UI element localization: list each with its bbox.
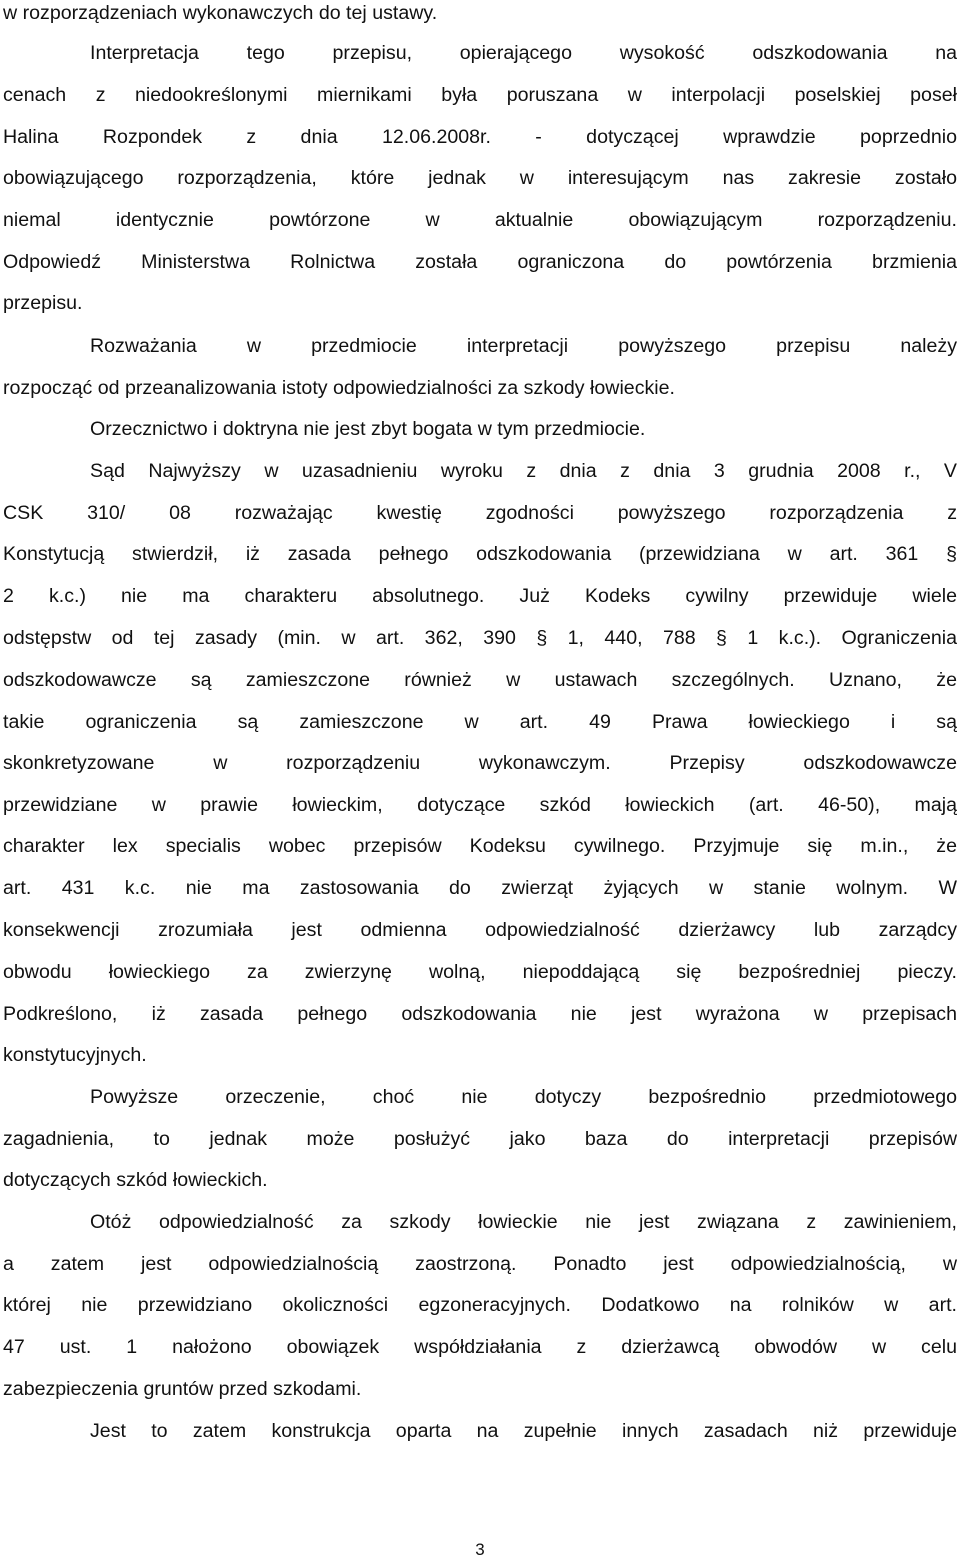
text-line: przepisu. — [3, 292, 83, 314]
text-line: dotyczących szkód łowieckich. — [3, 1169, 268, 1191]
text-line: zagadnienia, to jednak może posłużyć jako baza do interpretacji przepisów — [3, 1128, 957, 1150]
text-line: takie ograniczenia są zamieszczone w art. 49 Prawa łowieckiego i są — [3, 711, 957, 733]
text-line: zabezpieczenia gruntów przed szkodami. — [3, 1378, 362, 1400]
text-line: Sąd Najwyższy w uzasadnieniu wyroku z dnia z dnia 3 grudnia 2008 r., V — [90, 460, 957, 482]
text-line: Rozważania w przedmiocie interpretacji powyższego przepisu należy — [90, 335, 957, 357]
text-line: Podkreślono, iż zasada pełnego odszkodowania nie jest wyrażona w przepisach — [3, 1003, 957, 1025]
text-line: której nie przewidziano okoliczności egzoneracyjnych. Dodatkowo na rolników w art. — [3, 1294, 957, 1316]
text-line: przewidziane w prawie łowieckim, dotyczące szkód łowieckich (art. 46-50), mają — [3, 794, 957, 816]
text-line: Otóż odpowiedzialność za szkody łowieckie nie jest związana z zawinieniem, — [90, 1211, 957, 1233]
text-line: Orzecznictwo i doktryna nie jest zbyt bogata w tym przedmiocie. — [90, 418, 646, 440]
text-line: niemal identycznie powtórzone w aktualnie obowiązującym rozporządzeniu. — [3, 209, 957, 231]
text-line: Powyższe orzeczenie, choć nie dotyczy bezpośrednio przedmiotowego — [90, 1086, 957, 1108]
text-line: Halina Rozpondek z dnia 12.06.2008r. - dotyczącej wprawdzie poprzednio — [3, 126, 957, 148]
text-line: CSK 310/ 08 rozważając kwestię zgodności powyższego rozporządzenia z — [3, 502, 957, 524]
page-number: 3 — [475, 1540, 485, 1559]
text-line: 47 ust. 1 nałożono obowiązek współdziałania z dzierżawcą obwodów w celu — [3, 1336, 957, 1358]
text-line: Konstytucją stwierdził, iż zasada pełnego odszkodowania (przewidziana w art. 361 § — [3, 543, 957, 565]
text-line: Odpowiedź Ministerstwa Rolnictwa została ograniczona do powtórzenia brzmienia — [3, 251, 957, 273]
text-line: konstytucyjnych. — [3, 1044, 147, 1066]
text-line: cenach z niedookreślonymi miernikami była poruszana w interpolacji poselskiej poseł — [3, 84, 957, 106]
text-line: obwodu łowieckiego za zwierzynę wolną, niepoddającą się bezpośredniej pieczy. — [3, 961, 957, 983]
text-line: Interpretacja tego przepisu, opierającego wysokość odszkodowania na — [90, 42, 957, 64]
text-line: a zatem jest odpowiedzialnością zaostrzoną. Ponadto jest odpowiedzialnością, w — [3, 1253, 957, 1275]
text-line: charakter lex specialis wobec przepisów Kodeksu cywilnego. Przyjmuje się m.in., że — [3, 835, 957, 857]
text-line: obowiązującego rozporządzenia, które jednak w interesującym nas zakresie zostało — [3, 167, 957, 189]
text-line: odstępstw od tej zasady (min. w art. 362, 390 § 1, 440, 788 § 1 k.c.). Ograniczenia — [3, 627, 957, 649]
text-line: art. 431 k.c. nie ma zastosowania do zwierząt żyjących w stanie wolnym. W — [3, 877, 957, 899]
text-line: rozpocząć od przeanalizowania istoty odpowiedzialności za szkody łowieckie. — [3, 377, 675, 399]
text-line: odszkodowawcze są zamieszczone również w ustawach szczególnych. Uznano, że — [3, 669, 957, 691]
text-line: konsekwencji zrozumiała jest odmienna odpowiedzialność dzierżawcy lub zarządcy — [3, 919, 957, 941]
text-line: Jest to zatem konstrukcja oparta na zupełnie innych zasadach niż przewiduje — [90, 1420, 957, 1442]
text-line: 2 k.c.) nie ma charakteru absolutnego. Już Kodeks cywilny przewiduje wiele — [3, 585, 957, 607]
text-line: w rozporządzeniach wykonawczych do tej ustawy. — [3, 2, 438, 24]
text-line: skonkretyzowane w rozporządzeniu wykonawczym. Przepisy odszkodowawcze — [3, 752, 957, 774]
